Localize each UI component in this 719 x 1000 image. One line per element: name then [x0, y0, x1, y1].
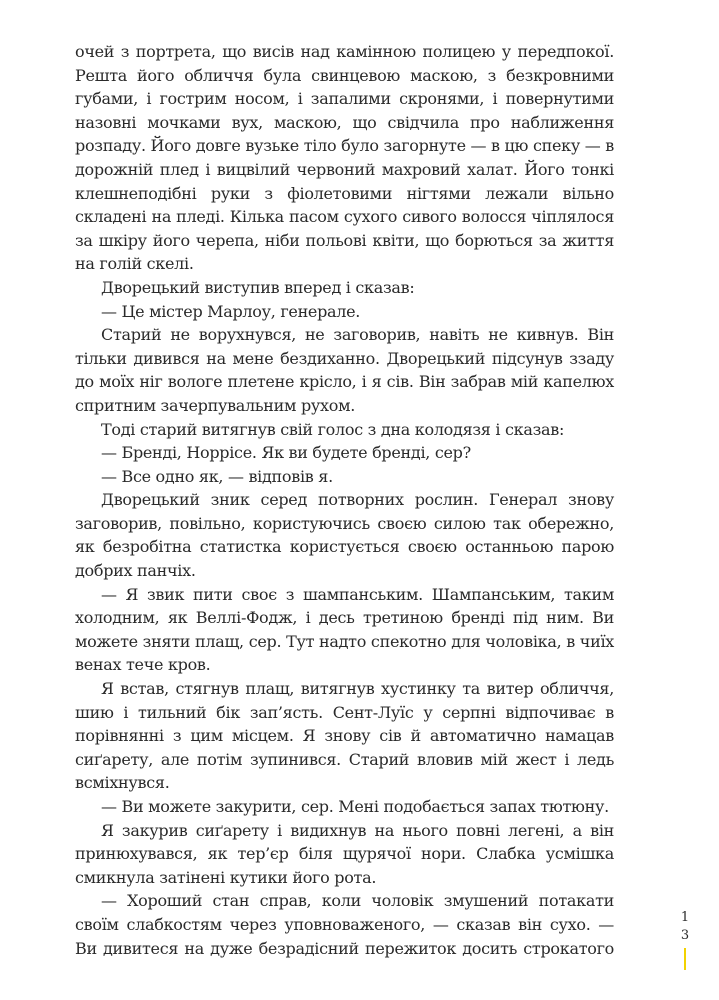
paragraph-1: очей з портрета, що висів над камінною полицею у передпокої. Решта його обличчя була свинцевою маскою, з безкровними губами, і гострим носом, і запалими скронями, і повернутими назовні мочками вух, маскою, що свідчила про наближення розпаду. Його довге вузьке тіло було загорнуте — в цю спеку — в дорожній плед і вицвілий червоний махровий халат. Його тонкі клешнеподібні руки з фіолетовими нігтями лежали вільно складені на пледі. Кілька пасом сухого сивого волосся чіплялося за шкіру його черепа, ніби польові квіти, що борються за життя на голій скелі.	[75, 42, 614, 274]
page-body-text	[75, 40, 614, 960]
paragraph-10: Я встав, стягнув плащ, витягнув хустинку та витер обличчя, шию і тильний бік зап’ясть. Сент-Луїс у серпні відпочиває в порівнянні з цим місцем. Я знову сів й автоматично намацав сиґарету, але потім зупинився. Старий вловив мій жест і ледь всміхнувся.	[75, 679, 614, 793]
paragraph-4: Старий не ворухнувся, не заговорив, навіть не кивнув. Він тільки дивився на мене бездиханно. Дворецький підсунув ззаду до моїх ніг вологе плетене крісло, і я сів. Він забрав мій капелюх спритним зачерпувальним рухом.	[75, 325, 614, 415]
page-number-accent-rule	[684, 948, 686, 970]
page-number	[680, 909, 690, 945]
paragraph-7: — Все одно як, — відповів я.	[101, 466, 333, 486]
page-number-digit: 3	[680, 928, 690, 943]
paragraph-12: Я закурив сиґарету і видихнув на нього повні легені, а він принюхувався, як тер’єр біля щурячої нори. Слабка усмішка смикнула затінені кутики його рота.	[75, 820, 614, 887]
paragraph-6: — Бренді, Норрісе. Як ви будете бренді, сер?	[101, 443, 471, 463]
paragraph-11: — Ви можете закурити, сер. Мені подобається запах тютюну.	[101, 797, 609, 816]
paragraph-9: — Я звик пити своє з шампанським. Шампанським, таким холодним, як Веллі-Фодж, і десь третиною бренді під ним. Ви можете зняти плащ, сер. Тут надто спекотно для чоловіка, в чиїх венах тече кров.	[75, 584, 614, 675]
paragraph-2: Дворецький виступив вперед і сказав:	[101, 277, 415, 297]
paragraph-8: Дворецький зник серед потворних рослин. Генерал знову заговорив, повільно, користуючись своєю силою так обережно, як безробітна статистка користується своєю останньою парою добрих панчіх.	[75, 490, 614, 581]
page-number-digit: 1	[680, 910, 690, 925]
paragraph-3: — Це містер Марлоу, генерале.	[101, 301, 361, 321]
paragraph-13: — Хороший стан справ, коли чоловік змушений потакати своїм слабкостям через уповноваженого, — сказав він сухо. — Ви дивитеся на дуже безрадісний пережиток досить строкатого	[75, 891, 614, 958]
paragraph-5: Тоді старий витягнув свій голос з дна колодязя і сказав:	[101, 419, 565, 439]
